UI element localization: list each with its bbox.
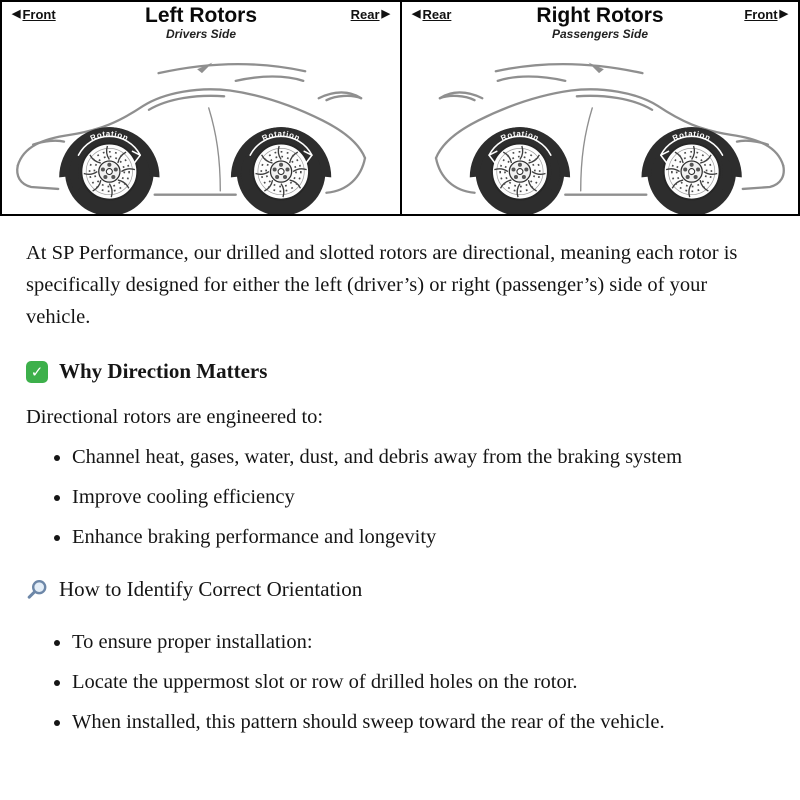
panel-title: Left Rotors bbox=[145, 4, 257, 27]
section-heading-why-direction-matters bbox=[26, 359, 774, 384]
left-panel-titles bbox=[2, 2, 400, 41]
front-direction-label: Front ▶ bbox=[744, 7, 788, 22]
list-item: • Improve cooling efficiency bbox=[72, 483, 774, 512]
rotation-label: Rotation bbox=[671, 129, 713, 143]
article-body bbox=[0, 216, 800, 736]
panel-title: Right Rotors bbox=[536, 4, 664, 27]
list-item: • Channel heat, gases, water, dust, and debris away from the braking system bbox=[72, 443, 774, 472]
right-panel-header bbox=[402, 2, 798, 50]
why-bullet-list bbox=[26, 443, 774, 551]
rotation-label: Rotation bbox=[260, 129, 302, 143]
front-direction-label: ◀ Front bbox=[12, 7, 56, 22]
arrow-right-icon: ▶ bbox=[381, 8, 390, 20]
left-car-illustration bbox=[2, 50, 400, 214]
arrow-right-icon: ▶ bbox=[779, 8, 788, 20]
section-heading-identify-orientation bbox=[26, 577, 774, 602]
rotation-label: Rotation bbox=[499, 129, 541, 143]
rear-direction-label: ◀ Rear bbox=[412, 7, 452, 22]
intro-paragraph: At SP Performance, our drilled and slotted rotors are directional, meaning each rotor is specifically designed for either the left (driver’s) or right (passenger’s) side of your vehicle. bbox=[26, 242, 738, 328]
list-item: • Locate the uppermost slot or row of drilled holes on the rotor. bbox=[72, 668, 774, 697]
list-item: • To ensure proper installation: bbox=[72, 628, 774, 657]
panel-subtitle: Passengers Side bbox=[551, 27, 649, 42]
arrow-left-icon: ◀ bbox=[12, 8, 21, 20]
arrow-left-icon: ◀ bbox=[412, 8, 421, 20]
right-rotors-panel bbox=[400, 2, 798, 214]
left-rotors-panel bbox=[2, 2, 400, 214]
heading-text: How to Identify Correct Orientation bbox=[59, 577, 363, 602]
right-car-illustration bbox=[402, 50, 798, 214]
identify-bullet-list bbox=[26, 628, 774, 736]
rotation-label: Rotation bbox=[88, 129, 131, 143]
right-panel-titles bbox=[402, 2, 798, 41]
lead-paragraph: Directional rotors are engineered to: bbox=[26, 406, 324, 429]
panel-subtitle: Drivers Side bbox=[165, 27, 237, 42]
list-item: • Enhance braking performance and longevity bbox=[72, 523, 774, 552]
rotor-direction-diagram bbox=[0, 0, 800, 216]
magnifier-icon bbox=[26, 579, 48, 601]
check-icon: ✓ bbox=[26, 361, 48, 383]
left-panel-header bbox=[2, 2, 400, 50]
rear-direction-label: Rear ▶ bbox=[350, 7, 390, 22]
heading-text: Why Direction Matters bbox=[59, 359, 268, 384]
list-item: • When installed, this pattern should sweep toward the rear of the vehicle. bbox=[72, 708, 774, 737]
